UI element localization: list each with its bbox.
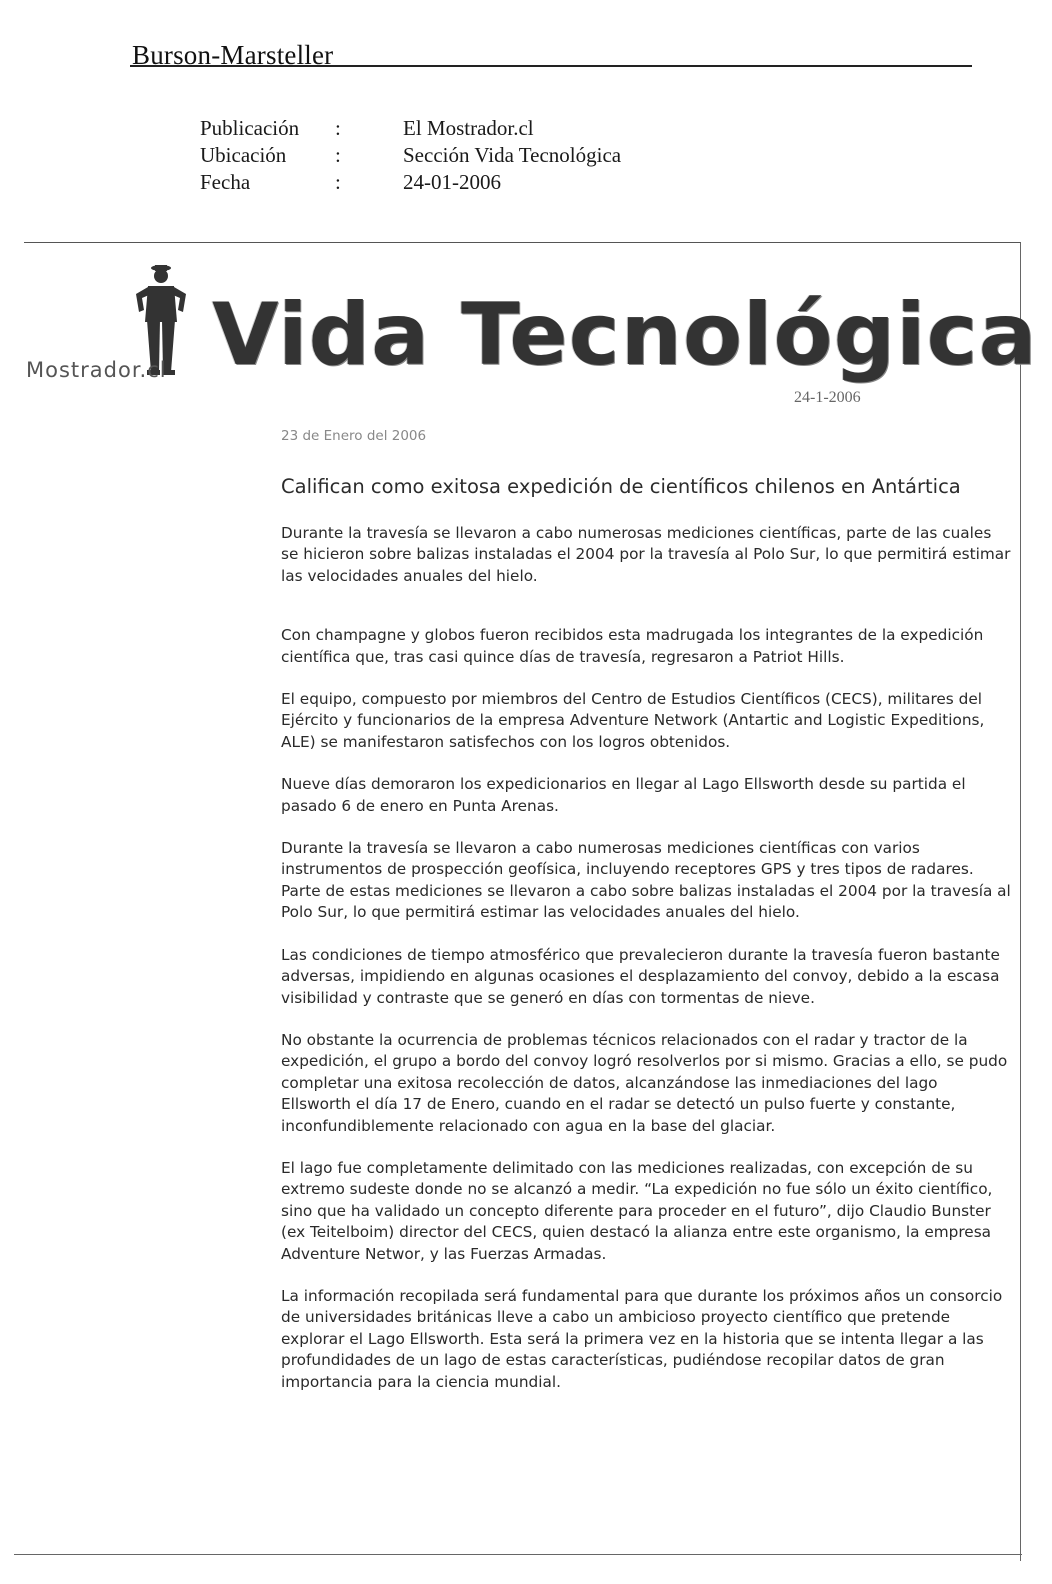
meta-label: Publicación — [200, 116, 300, 140]
meta-colon: : — [335, 116, 341, 140]
meta-colon: : — [335, 170, 341, 194]
mostrador-logo-text: Mostrador.cl — [26, 358, 167, 382]
article — [281, 428, 1011, 1414]
meta-label: Ubicación — [200, 143, 287, 167]
article-paragraph: El lago fue completamente delimitado con las mediciones realizadas, con excepción de su extremo sudeste donde no se alcanzó a medir. “La expedición no fue sólo un éxito científico, sino que ha validado un concepto diferente para proceder en el futuro”, dijo Claudio Bunster (ex Teitelboim) director del CECS, quien destacó la alianza entre este organismo, la empresa Adventure Networ, y las Fuerzas Armadas. — [281, 1158, 993, 1263]
article-paragraph: La información recopilada será fundamental para que durante los próximos años un consorcio de universidades británicas lleve a cabo un ambicioso proyecto científico que pretende explorar el Lago Ellsworth. Esta será la primera vez en la historia que se intenta llegar a las profundidades de un lago de estas características, pudiéndose recopilar datos de gran importancia para la ciencia mundial. — [281, 1286, 1003, 1391]
article-date: 23 de Enero del 2006 — [281, 428, 427, 444]
meta-colon: : — [335, 143, 341, 167]
meta-value: 24-01-2006 — [403, 170, 501, 194]
agency-name: Burson-Marsteller — [132, 40, 334, 70]
article-paragraph: Durante la travesía se llevaron a cabo numerosas mediciones científicas con varios instrumentos de prospección geofísica, incluyendo receptores GPS y tres tipos de radares. Parte de estas mediciones se llevaron a cabo sobre balizas instaladas el 2004 por la travesía al Polo Sur, lo que permitirá estimar las velocidades anuales del hielo. — [281, 839, 1011, 922]
meta-value: Sección Vida Tecnológica — [403, 143, 622, 167]
section-title: Vida Tecnológica — [212, 285, 1038, 385]
clipping-bottom-rule — [14, 1554, 1022, 1555]
article-lead: Durante la travesía se llevaron a cabo numerosas mediciones científicas, parte de las cuales se hicieron sobre balizas instaladas el 2004 por la travesía al Polo Sur, lo que permitirá estimar las velocidades anuales del hielo. — [281, 524, 1011, 585]
article-paragraph: Las condiciones de tiempo atmosférico que prevalecieron durante la travesía fueron bastante adversas, impidiendo en algunas ocasiones el desplazamiento del convoy, debido a la escasa visibilidad y contraste que se generó en días con tormentas de nieve. — [281, 945, 1000, 1007]
header-rule — [130, 65, 972, 67]
meta-label: Fecha — [200, 170, 251, 194]
stamp-date: 24-1-2006 — [794, 389, 861, 406]
article-paragraph: No obstante la ocurrencia de problemas técnicos relacionados con el radar y tractor de la expedición, el grupo a bordo del convoy logró resolverlos por si mismo. Gracias a ello, se pudo completar una exitosa recolección de datos, alcanzándose las inmediaciones del lago Ellsworth el día 17 de Enero, cuando en el radar se detectó un pulso fuerte y constante, inconfundiblemente relacionado con agua en la base del glaciar. — [281, 1030, 1008, 1135]
article-title: Califican como exitosa expedición de científicos chilenos en Antártica — [281, 475, 961, 498]
article-paragraph: Nueve días demoraron los expedicionarios en llegar al Lago Ellsworth desde su partida el pasado 6 de enero en Punta Arenas. — [281, 775, 966, 815]
meta-value: El Mostrador.cl — [403, 116, 534, 140]
article-paragraph: Con champagne y globos fueron recibidos esta madrugada los integrantes de la expedición científica que, tras casi quince días de travesía, regresaron a Patriot Hills. — [281, 626, 984, 666]
article-paragraph: El equipo, compuesto por miembros del Centro de Estudios Científicos (CECS), militares del Ejército y funcionarios de la empresa Adventure Network (Antartic and Logistic Expeditions, ALE) se manifestaron satisfechos con los logros obtenidos. — [281, 690, 985, 751]
